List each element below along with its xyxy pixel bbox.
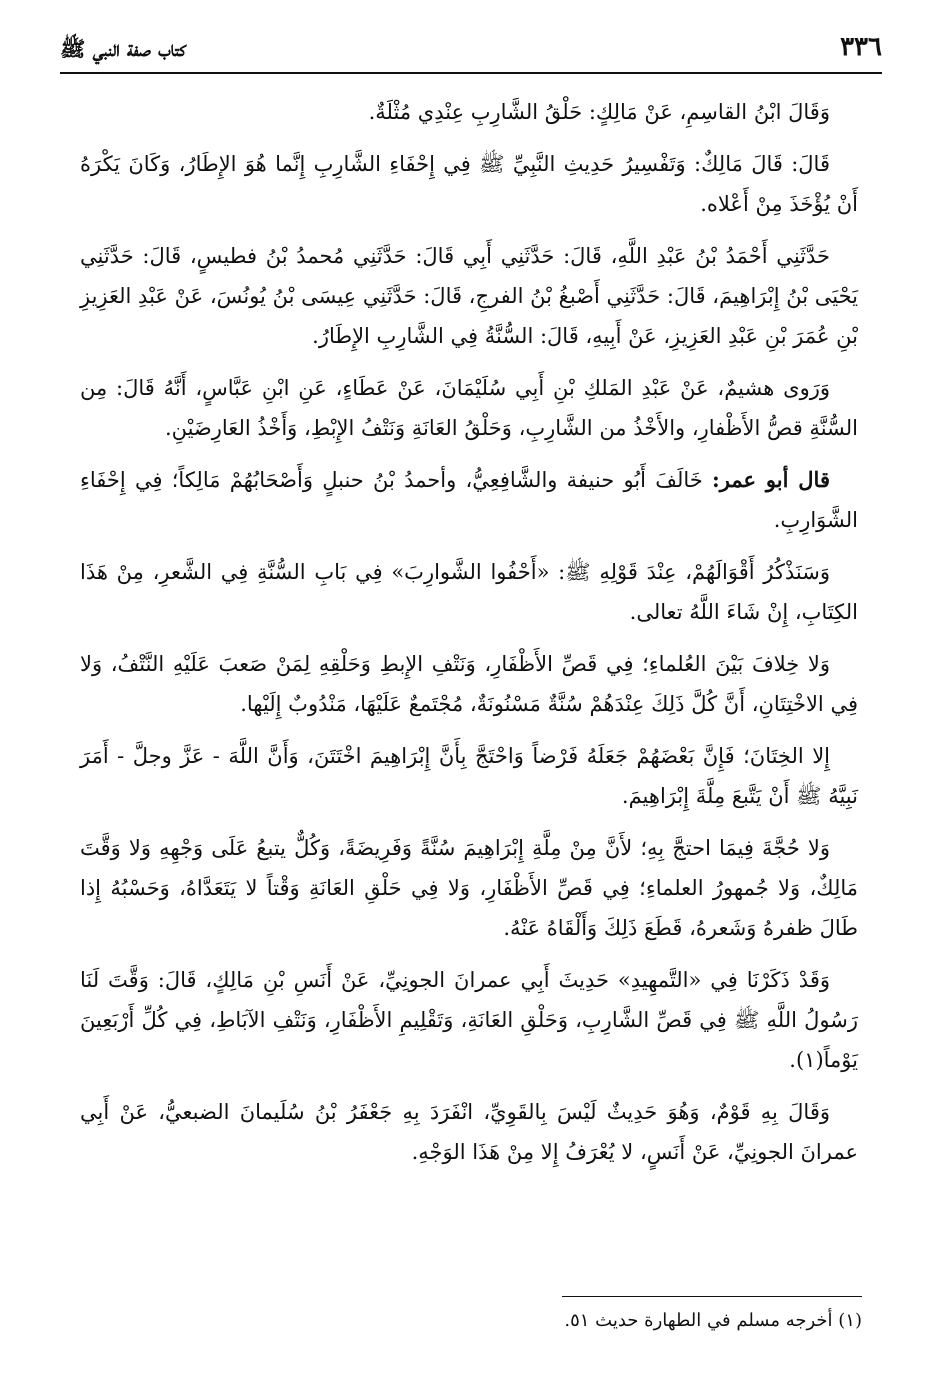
running-title: كتاب صفة النبي ﷺ bbox=[60, 36, 186, 61]
paragraph: وَقَدْ ذَكَرْنَا فِي «التَّمهِيدِ» حَدِيثَ أَبِي عمرانَ الجونِيِّ، عَنْ أَنَسِ بْنِ مَالِكٍ، قَالَ: وَقَّتَ لَنَا رَسُولُ اللَّهِ ﷺ فِي قَصِّ الشَّارِبِ، وَحَلْقِ العَانَةِ، وَتَقْلِيمِ الأَظْفَارِ، وَنَتْفِ الآبَاطِ، فِي كُلِّ أَرْبَعِينَ يَوْماً(١). bbox=[80, 968, 858, 1072]
speaker-lead: قال أبو عمر: bbox=[711, 467, 830, 492]
paragraph: إِلا الخِتَانَ؛ فَإِنَّ بَعْضَهُمْ جَعَلَهُ فَرْضاً وَاحْتَجَّ بِأَنَّ إِبْرَاهِيمَ اخْتَتَنَ، وَأَنَّ اللَّهَ - عَزَّ وجلَّ - أَمَرَ نَبِيَّهُ ﷺ أَنْ يَتَّبعَ مِلَّةَ إِبْرَاهِيمَ. bbox=[80, 744, 858, 808]
paragraph: وَلا خِلافَ بَيْنَ العُلماءِ؛ فِي قَصِّ الأَظْفَارِ، وَنَتْفِ الإِبطِ وَحَلْقِهِ لِمَنْ صَعبَ عَلَيْهِ النَّتْفُ، وَلا فِي الاخْتِتَانِ، أَنَّ كُلَّ ذَلِكَ عِنْدَهُمْ سُنَّةٌ مَسْنُونَةٌ، مُجْتَمعٌ عَلَيْهَا، مَنْدُوبٌ إِلَيْها. bbox=[80, 652, 858, 716]
paragraph: وَقَالَ بِهِ قَوْمٌ، وَهُوَ حَدِيثٌ لَيْسَ بِالقَوِيِّ، انْفَرَدَ بِهِ جَعْفَرُ بْنُ سُلَيمانَ الضبعيُّ، عَنْ أَبِي عمرانَ الجونِيِّ، عَنْ أَنَسٍ، لا يُعْرَفُ إِلا مِنْ هَذَا الوَجْهِ. bbox=[80, 1100, 858, 1164]
paragraph: حَدَّثَنِي أَحْمَدُ بْنُ عَبْدِ اللَّهِ، قَالَ: حَدَّثَنِي أَبِي قَالَ: حَدَّثَنِي مُحمدُ بْنُ فطيسٍ، قَالَ: حَدَّثَنِي يَحْيَى بْنُ إِبْرَاهِيمَ، قَالَ: حَدَّثَنِي أَصْبغُ بْنُ الفرجِ، قَالَ: حَدَّثَنِي عِيسَى بْنُ يُونُسَ، عَنْ عَبْدِ العَزِيزِ بْنِ عُمَرَ بْنِ عَبْدِ العَزِيزِ، عَنْ أَبِيهِ، قَالَ: السُّنَّةُ فِي الشَّارِبِ الإِطَارُ. bbox=[80, 244, 858, 348]
page-number: ٣٣٦ bbox=[840, 32, 882, 62]
paragraph: قَالَ: قَالَ مَالِكٌ: وَتَفْسِيرُ حَدِيثِ النَّبِيِّ ﷺ فِي إِحْفَاءِ الشَّارِبِ إِنَّما هُوَ الإِطَارُ، وَكَانَ يَكْرَهُ أَنْ يُؤْخَذَ مِنْ أَعْلاه. bbox=[80, 152, 858, 216]
paragraph: وَقَالَ ابْنُ القاسِمِ، عَنْ مَالِكٍ: حَلْقُ الشَّارِبِ عِنْدِي مُثْلَةٌ. bbox=[368, 100, 830, 124]
paragraph: قال أبو عمر: خَالَفَ أَبُو حنيفة والشَّافِعِيُّ، وأحمدُ بْنُ حنبلٍ وَأَصْحَابُهُمْ مَالِكاً؛ فِي إِحْفَاءِ الشَّوَارِبِ. bbox=[80, 467, 858, 532]
footnote-divider bbox=[562, 1296, 862, 1297]
main-text bbox=[80, 92, 858, 1184]
paragraph: وَلا حُجَّةَ فِيمَا احتجَّ بِهِ؛ لأَنَّ مِنْ مِلَّةِ إِبْرَاهِيمَ سُنَّةً وَفَرِيضَةً، وَكُلٌّ يتبعُ عَلَى وَجْهِهِ وَلا وَقَّتَ مَالِكٌ، وَلا جُمهورُ العلماءِ؛ فِي قَصِّ الأَظْفَارِ، وَلا فِي حَلْقِ العَانَةِ وَقْتاً لا يَتَعَدَّاهُ، وَحَسْبُهُ إِذا طَالَ ظفرهُ وَشَعرهُ، قَطَعَ ذَلِكَ وَأَلْقَاهُ عَنْهُ. bbox=[80, 836, 858, 940]
footnote: (١) أخرجه مسلم في الطهارة حديث ٥١. bbox=[564, 1310, 862, 1331]
page-header bbox=[60, 30, 882, 74]
paragraph: وَرَوى هشيمٌ، عَنْ عَبْدِ المَلكِ بْنِ أَبِي سُلَيْمَانَ، عَنْ عَطَاءٍ، عَنِ ابْنِ عَبَّاسٍ، أَنَّهُ قَالَ: مِن السُّنَّةِ قصُّ الأَظْفارِ، والأَخْذُ من الشَّارِبِ، وَحَلْقُ العَانَةِ وَنَتْفُ الإِبْطِ، وَأَخْذُ العَارِضَيْنِ. bbox=[80, 376, 858, 440]
paragraph: وَسَنَذْكُرُ أَقْوَالَهُمْ، عِنْدَ قَوْلِهِ ﷺ: «أَحْفُوا الشَّوارِبَ» فِي بَابِ السُّنَّةِ فِي الشَّعرِ، مِنْ هَذَا الكِتَابِ، إِنْ شَاءَ اللَّهُ تعالى. bbox=[80, 560, 858, 624]
